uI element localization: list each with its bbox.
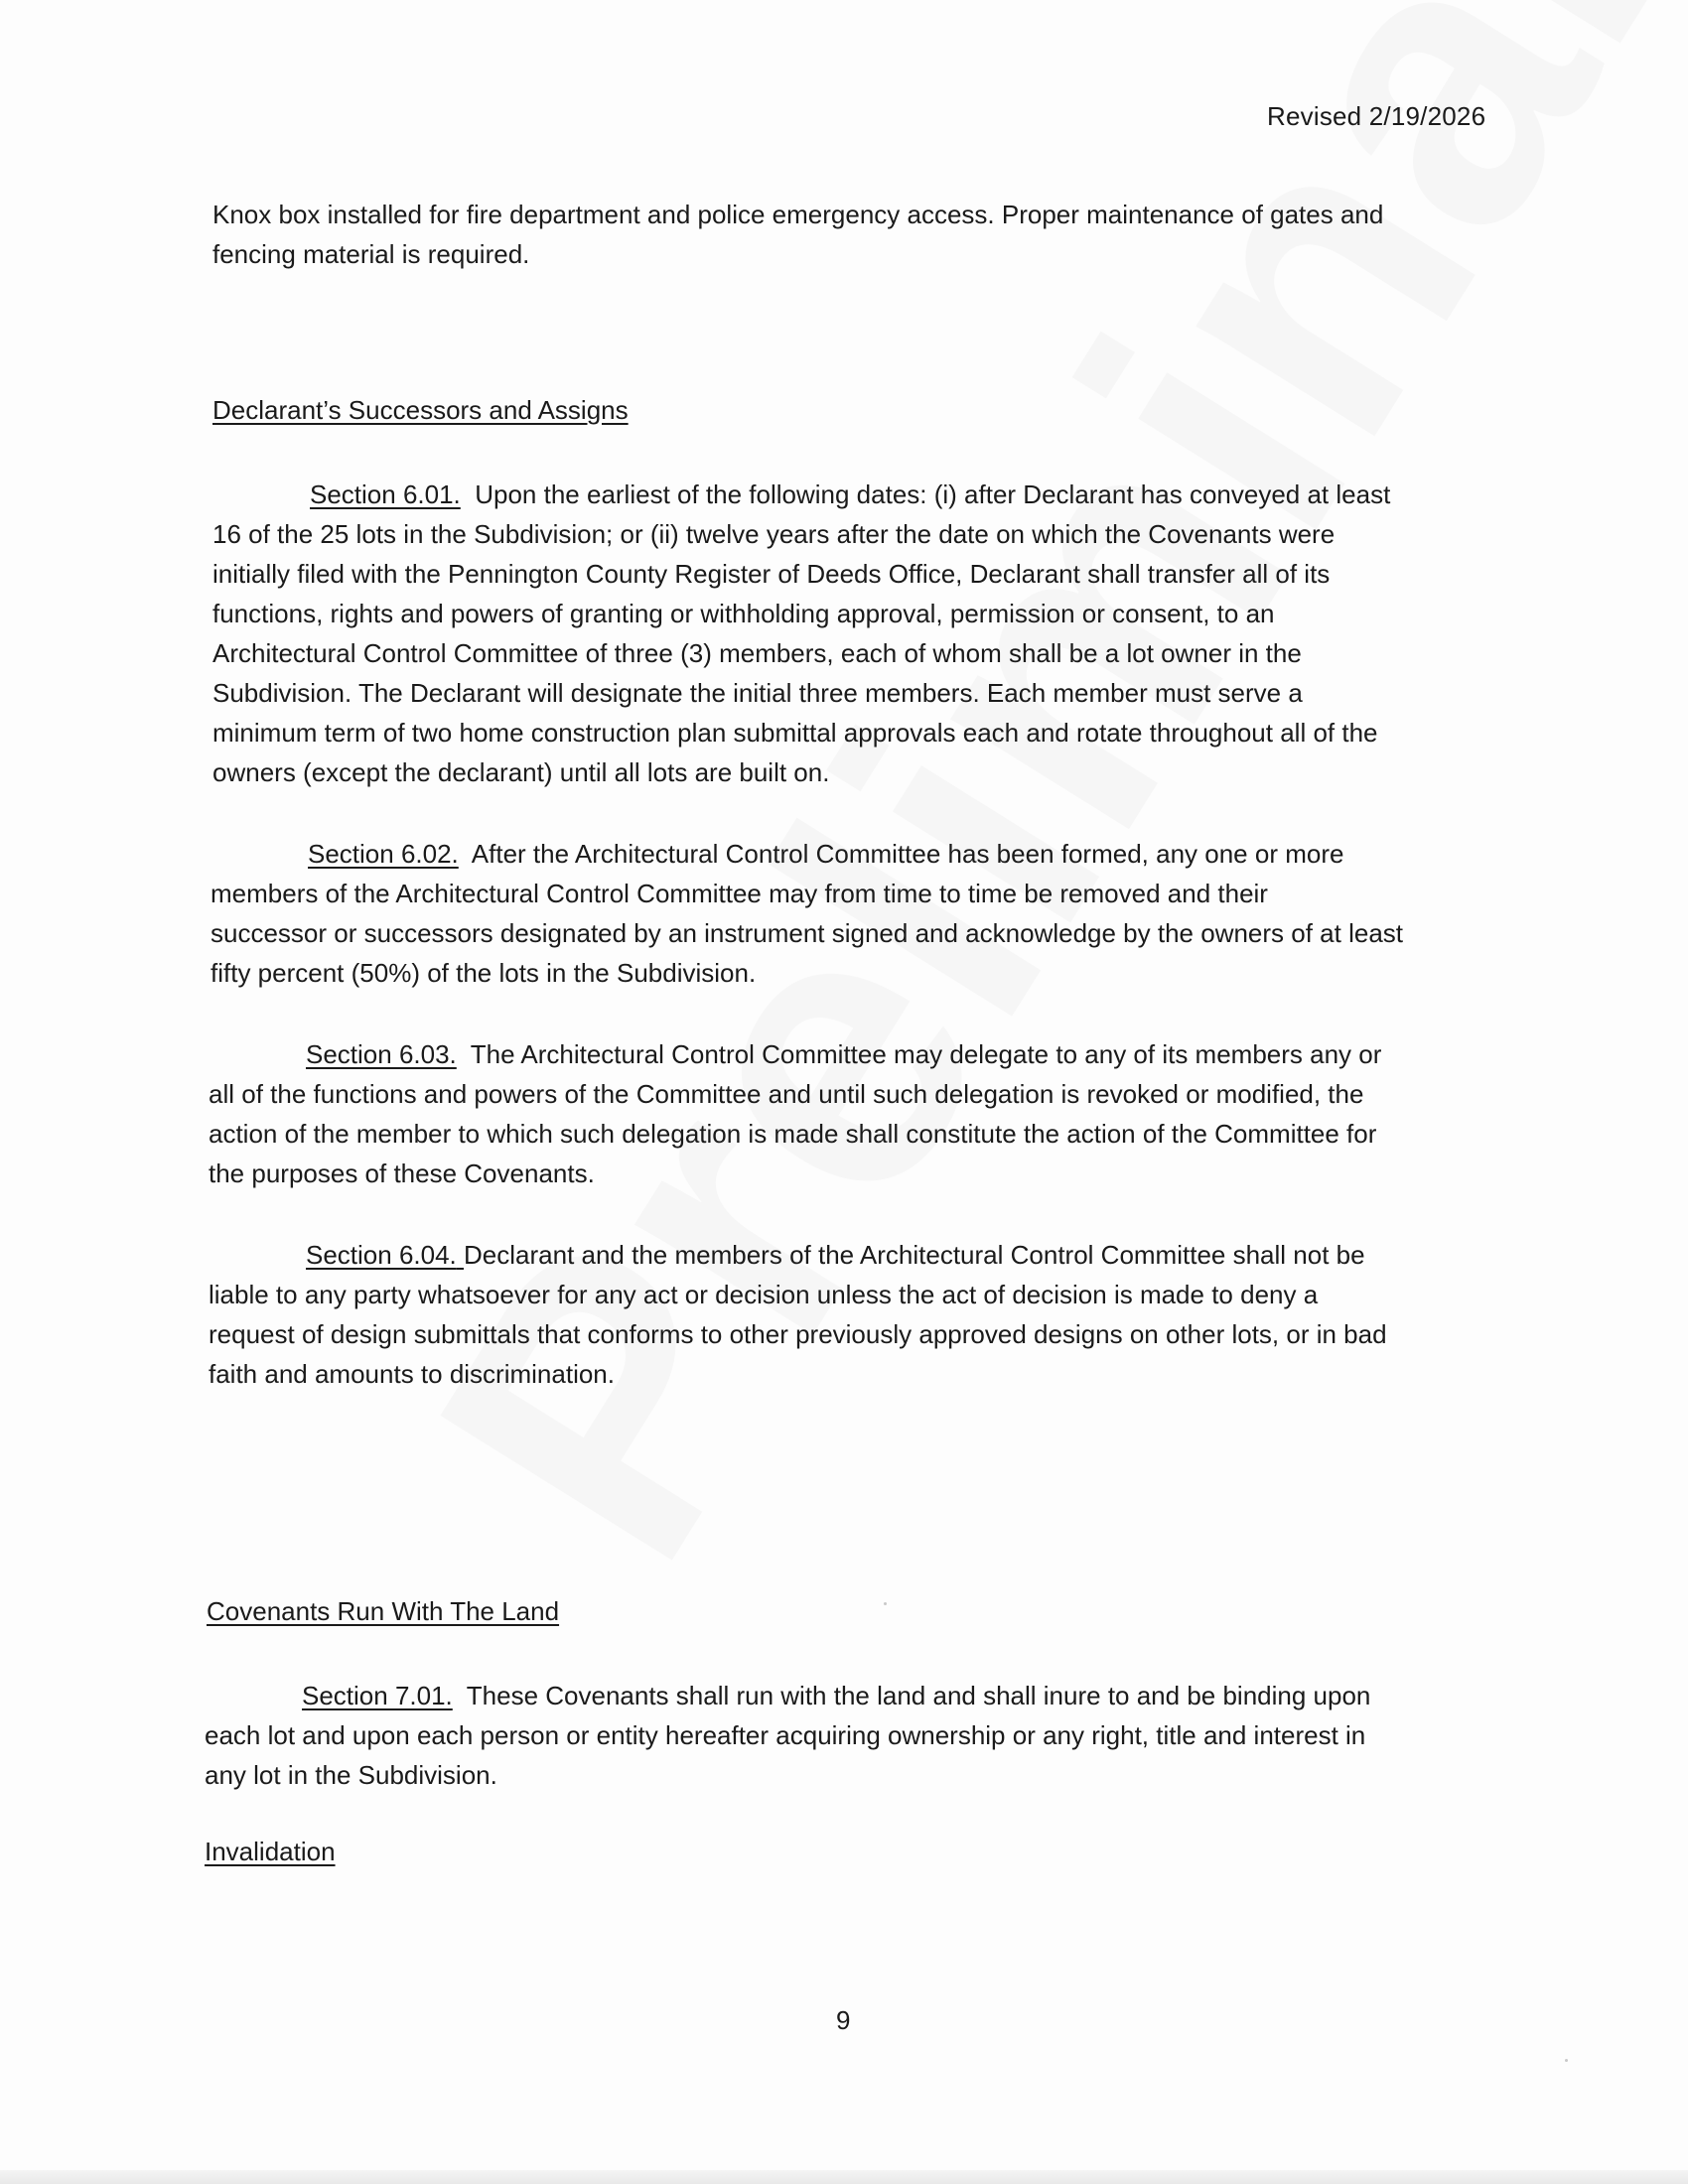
- section-heading-covenants-run: Covenants Run With The Land: [207, 1596, 560, 1626]
- section-line: each lot and upon each person or entity hereafter acquiring ownership or any right, title and interest in: [205, 1720, 1366, 1750]
- section-line: initially filed with the Pennington County Register of Deeds Office, Declarant shall transfer all of its: [212, 559, 1331, 589]
- revision-date: Revised 2/19/2026: [1267, 101, 1486, 131]
- section-text: After the Architectural Control Committee has been formed, any one or more: [471, 839, 1344, 869]
- section-first-line: [211, 834, 1403, 874]
- section-line: members of the Architectural Control Committee may from time to time be removed and their: [211, 879, 1268, 908]
- section-line: functions, rights and powers of granting or withholding approval, permission or consent, to an: [212, 599, 1275, 628]
- section-6-02: [211, 834, 1403, 993]
- section-6-03: [209, 1034, 1381, 1193]
- section-text: Upon the earliest of the following dates: (i) after Declarant has conveyed at least: [475, 479, 1391, 509]
- section-line: minimum term of two home construction plan submittal approvals each and rotate throughout all of the: [212, 718, 1378, 748]
- scan-edge: [0, 2170, 1688, 2184]
- section-6-01: [212, 475, 1390, 792]
- section-line: the purposes of these Covenants.: [209, 1159, 595, 1188]
- section-text: These Covenants shall run with the land and shall inure to and be binding upon: [466, 1681, 1371, 1710]
- section-first-line: [205, 1676, 1370, 1715]
- section-7-01: [205, 1676, 1370, 1795]
- section-first-line: [212, 475, 1390, 514]
- section-line: Subdivision. The Declarant will designate the initial three members. Each member must serve a: [212, 678, 1303, 708]
- section-heading-successors: Declarant’s Successors and Assigns: [212, 395, 629, 425]
- intro-paragraph: [212, 195, 1383, 274]
- scan-speck: [1565, 2059, 1568, 2062]
- section-label: Section 6.02.: [308, 839, 459, 869]
- section-line: successor or successors designated by an instrument signed and acknowledge by the owners of at least: [211, 918, 1404, 948]
- section-line: 16 of the 25 lots in the Subdivision; or (ii) twelve years after the date on which the Covenants were: [212, 519, 1336, 549]
- section-line: all of the functions and powers of the Committee and until such delegation is revoked or modified, the: [209, 1079, 1364, 1109]
- section-line: faith and amounts to discrimination.: [209, 1359, 615, 1389]
- section-line: request of design submittals that conforms to other previously approved designs on other lots, or in bad: [209, 1319, 1387, 1349]
- section-first-line: [209, 1034, 1381, 1074]
- section-label: Section 6.03.: [306, 1039, 457, 1069]
- section-label: Section 7.01.: [302, 1681, 453, 1710]
- section-line: owners (except the declarant) until all lots are built on.: [212, 757, 830, 787]
- section-line: any lot in the Subdivision.: [205, 1760, 497, 1790]
- page-number: 9: [836, 2005, 851, 2035]
- intro-line: Knox box installed for fire department and police emergency access. Proper maintenance of gates and: [212, 200, 1384, 229]
- section-label: Section 6.01.: [310, 479, 461, 509]
- section-6-04: [209, 1235, 1387, 1394]
- section-heading-invalidation: Invalidation: [205, 1837, 336, 1866]
- scan-speck: [884, 1602, 887, 1605]
- intro-line: fencing material is required.: [212, 239, 530, 269]
- section-line: fifty percent (50%) of the lots in the Subdivision.: [211, 958, 757, 988]
- section-line: liable to any party whatsoever for any act or decision unless the act of decision is made to deny a: [209, 1280, 1319, 1309]
- section-line: action of the member to which such delegation is made shall constitute the action of the Committee for: [209, 1119, 1377, 1149]
- section-first-line: [209, 1235, 1387, 1275]
- section-text: The Architectural Control Committee may delegate to any of its members any or: [470, 1039, 1382, 1069]
- section-text: Declarant and the members of the Architectural Control Committee shall not be: [464, 1240, 1365, 1270]
- section-line: Architectural Control Committee of three (3) members, each of whom shall be a lot owner in the: [212, 638, 1302, 668]
- section-label: Section 6.04.: [306, 1240, 457, 1270]
